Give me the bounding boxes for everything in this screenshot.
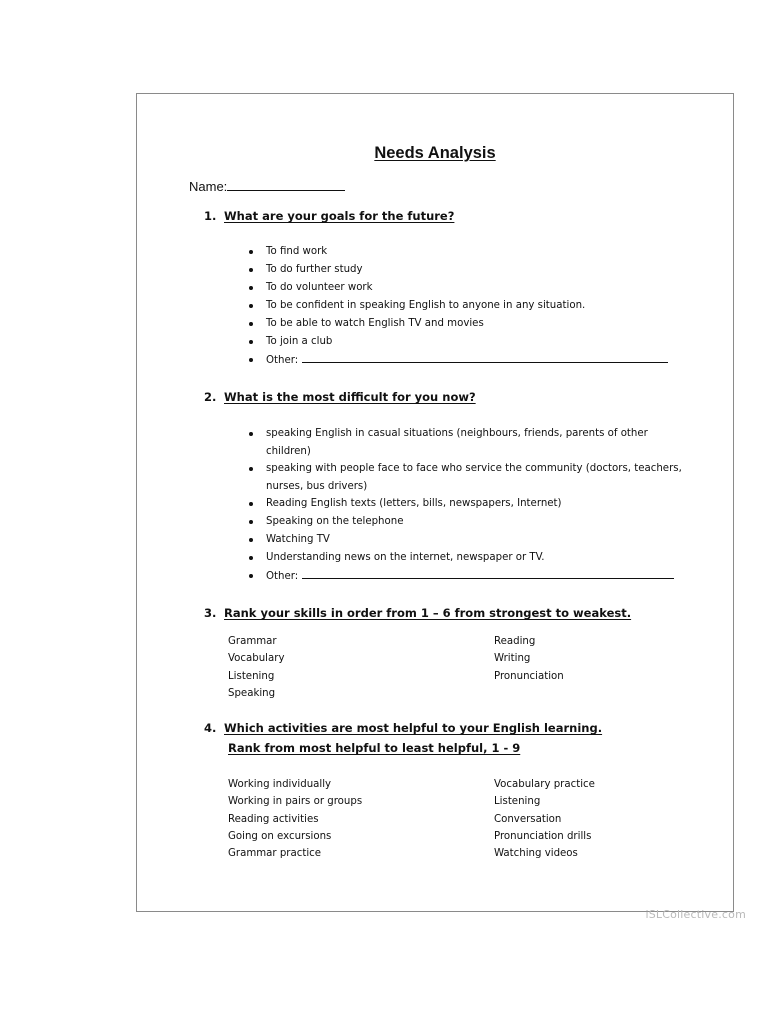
skills-left-column <box>228 633 284 702</box>
skill-item: Reading <box>494 636 536 647</box>
skill-item: Grammar <box>228 636 277 647</box>
list-item: Watching TV <box>246 531 686 549</box>
question-text: Rank your skills in order from 1 – 6 from strongest to weakest. <box>224 606 632 620</box>
list-item: Reading English texts (letters, bills, newspapers, Internet) <box>246 495 686 513</box>
skill-item: Vocabulary <box>228 653 285 665</box>
list-item: To be able to watch English TV and movies <box>246 315 668 333</box>
activity-item: Working in pairs or groups <box>228 796 363 808</box>
watermark-logo: iSLCollective.com <box>645 908 746 921</box>
worksheet-page <box>136 93 734 912</box>
list-item: To be confident in speaking English to anyone in any situation. <box>246 297 668 315</box>
list-item: To join a club <box>246 333 668 351</box>
skill-item: Writing <box>494 653 531 665</box>
question-3-heading <box>204 606 631 620</box>
question-text: Which activities are most helpful to your English learning. <box>224 721 603 735</box>
skill-item: Speaking <box>228 687 276 699</box>
skill-item: Pronunciation <box>494 670 564 682</box>
activity-item: Listening <box>494 796 541 808</box>
activities-left-column <box>228 776 362 862</box>
other-blank-line <box>302 351 668 363</box>
skills-right-column <box>494 633 564 685</box>
question-4-heading <box>204 721 602 735</box>
question-1-list <box>246 243 668 370</box>
question-number: 1. <box>204 209 217 223</box>
list-item: speaking English in casual situations (neighbours, friends, parents of other children) <box>246 425 686 460</box>
name-blank-line <box>227 177 345 191</box>
list-item: To find work <box>246 243 668 261</box>
other-label: Other: <box>266 355 299 366</box>
list-item-other <box>246 351 668 370</box>
activity-item: Vocabulary practice <box>494 779 595 790</box>
activities-right-column <box>494 776 595 862</box>
list-item: speaking with people face to face who service the community (doctors, teachers, nurses, bus drivers) <box>246 460 686 495</box>
question-1-heading <box>204 209 454 223</box>
list-item: To do further study <box>246 261 668 279</box>
question-2-heading <box>204 390 476 404</box>
page-title: Needs Analysis <box>374 144 496 162</box>
other-label: Other: <box>266 571 299 582</box>
skill-item: Listening <box>228 670 275 682</box>
list-item-other <box>246 567 686 586</box>
list-item: Understanding news on the internet, newspaper or TV. <box>246 549 686 567</box>
activity-item: Grammar practice <box>228 848 322 860</box>
activity-item: Watching videos <box>494 848 578 860</box>
question-text: What are your goals for the future? <box>224 209 455 223</box>
question-text: What is the most difficult for you now? <box>224 390 476 404</box>
list-item: To do volunteer work <box>246 279 668 297</box>
activity-item: Pronunciation drills <box>494 830 592 842</box>
activity-item: Conversation <box>494 813 562 825</box>
question-number: 4. <box>204 721 217 735</box>
question-2-list <box>246 425 686 586</box>
question-4-subheading: Rank from most helpful to least helpful, 1 - 9 <box>228 741 521 755</box>
activity-item: Working individually <box>228 779 332 790</box>
name-label: Name: <box>189 179 228 194</box>
question-number: 3. <box>204 606 217 620</box>
list-item: Speaking on the telephone <box>246 513 686 531</box>
activity-item: Reading activities <box>228 813 319 825</box>
other-blank-line <box>302 567 674 579</box>
question-number: 2. <box>204 390 217 404</box>
name-field-row <box>189 177 345 194</box>
activity-item: Going on excursions <box>228 830 332 842</box>
